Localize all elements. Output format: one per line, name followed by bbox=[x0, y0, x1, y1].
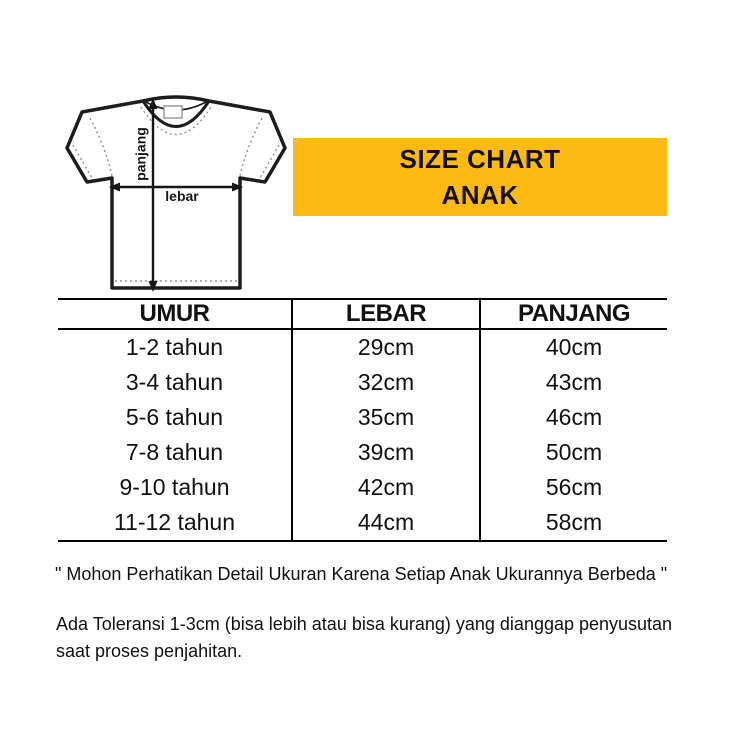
cell-umur: 5-6 tahun bbox=[125, 404, 224, 430]
cell-panjang: 50cm bbox=[545, 439, 603, 465]
cell-panjang: 58cm bbox=[545, 509, 603, 535]
table-row bbox=[58, 435, 667, 470]
table-row bbox=[58, 505, 667, 541]
note-tolerance bbox=[56, 611, 716, 665]
note-tolerance-line1: Ada Toleransi 1-3cm (bisa lebih atau bisa kurang) yang dianggap penyusutan bbox=[56, 614, 673, 634]
cell-lebar: 42cm bbox=[292, 470, 480, 505]
cell-lebar: 39cm bbox=[292, 435, 480, 470]
size-table bbox=[58, 298, 667, 542]
collar-tag bbox=[164, 106, 182, 118]
note-quote: " Mohon Perhatikan Detail Ukuran Karena Setiap Anak Ukurannya Berbeda " bbox=[55, 564, 668, 584]
table-row bbox=[58, 329, 667, 365]
table-row bbox=[58, 400, 667, 435]
cell-panjang: 43cm bbox=[545, 369, 603, 395]
cell-panjang: 46cm bbox=[545, 404, 603, 430]
cell-umur: 3-4 tahun bbox=[125, 369, 224, 395]
lebar-label: lebar bbox=[165, 188, 199, 204]
table-row bbox=[58, 470, 667, 505]
cell-umur: 11-12 tahun bbox=[113, 509, 236, 535]
panjang-label: panjang bbox=[132, 127, 149, 181]
cell-lebar: 35cm bbox=[292, 400, 480, 435]
cell-lebar: 29cm bbox=[292, 329, 480, 365]
cell-panjang: 56cm bbox=[545, 474, 603, 500]
column-header-umur: UMUR bbox=[58, 299, 292, 329]
cell-lebar: 44cm bbox=[292, 505, 480, 541]
column-header-panjang: PANJANG bbox=[480, 299, 667, 329]
column-header-lebar: LEBAR bbox=[292, 299, 480, 329]
table-row bbox=[58, 365, 667, 400]
tshirt-diagram bbox=[58, 88, 293, 293]
banner-title-line1: SIZE CHART bbox=[399, 144, 561, 174]
cell-lebar: 32cm bbox=[292, 365, 480, 400]
cell-panjang: 40cm bbox=[545, 334, 603, 360]
cell-umur: 7-8 tahun bbox=[125, 439, 224, 465]
cell-umur: 9-10 tahun bbox=[119, 474, 230, 500]
size-table-header-row bbox=[58, 299, 667, 329]
size-chart-banner bbox=[293, 138, 667, 216]
note-tolerance-line2: saat proses penjahitan. bbox=[56, 641, 243, 661]
banner-title-line2: ANAK bbox=[441, 180, 519, 210]
cell-umur: 1-2 tahun bbox=[125, 334, 224, 360]
